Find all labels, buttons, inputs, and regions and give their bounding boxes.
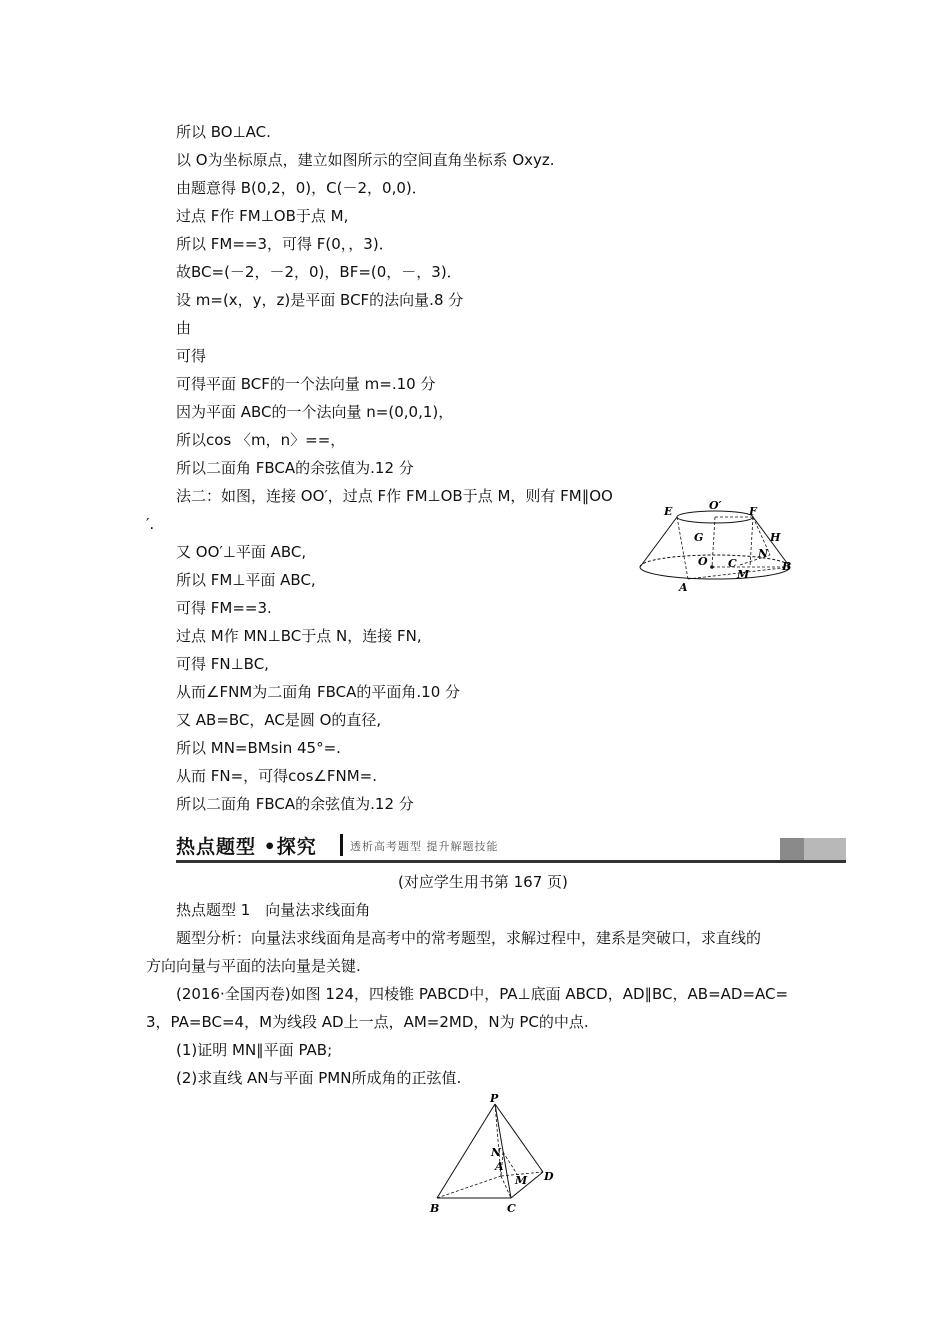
analysis-text: 方向向量与平面的法向量是关键. bbox=[146, 957, 361, 975]
label-B: B bbox=[782, 560, 792, 573]
text-line: 法二：如图，连接 OO′，过点 F作 FM⊥OB于点 M，则有 FM∥OO bbox=[176, 487, 613, 505]
banner-divider bbox=[340, 834, 343, 856]
label-E: E bbox=[664, 505, 673, 518]
analysis-text: 题型分析：向量法求线面角是高考中的常考题型，求解过程中，建系是突破口，求直线的 bbox=[176, 929, 762, 947]
label-N: N bbox=[758, 547, 769, 560]
question-1: (1)证明 MN∥平面 PAB; bbox=[176, 1041, 333, 1059]
banner-rule bbox=[176, 860, 846, 863]
label-O: O bbox=[698, 555, 708, 568]
problem-text: 3，PA=BC=4，M为线段 AD上一点，AM=2MD，N为 PC的中点. bbox=[146, 1013, 589, 1031]
label-P: P bbox=[490, 1092, 499, 1105]
text-line: 所以 BO⊥AC. bbox=[176, 123, 271, 141]
label-G: G bbox=[694, 531, 704, 544]
text-line: 可得 bbox=[176, 347, 207, 365]
pyramid-figure bbox=[425, 1092, 565, 1216]
label-A: A bbox=[495, 1160, 504, 1173]
question-2: (2)求直线 AN与平面 PMN所成角的正弦值. bbox=[176, 1069, 462, 1087]
label-F: F bbox=[749, 505, 757, 518]
label-H: H bbox=[770, 531, 781, 544]
text-line: 所以二面角 FBCA的余弦值为.12 分 bbox=[176, 459, 414, 477]
label-C: C bbox=[728, 557, 737, 570]
label-B: B bbox=[430, 1202, 440, 1215]
label-M: M bbox=[515, 1174, 528, 1187]
label-D: D bbox=[544, 1170, 554, 1183]
label-C: C bbox=[507, 1202, 516, 1215]
text-line: 从而∠FNM为二面角 FBCA的平面角.10 分 bbox=[176, 683, 461, 701]
text-line: 又 OO′⊥平面 ABC, bbox=[176, 543, 307, 561]
frustum-figure bbox=[630, 495, 810, 595]
text-line: 所以 MN=BMsin 45°=. bbox=[176, 739, 341, 757]
topic-title: 热点题型 1 向量法求线面角 bbox=[176, 901, 371, 919]
problem-text: (2016·全国丙卷)如图 124，四棱锥 PABCD中，PA⊥底面 ABCD，AD∥BC，AB=AD=AC= bbox=[176, 985, 789, 1003]
text-line: 设 m=(x，y，z)是平面 BCF的法向量.8 分 bbox=[176, 291, 464, 309]
label-M: M bbox=[737, 568, 750, 581]
text-line: 过点 M作 MN⊥BC于点 N，连接 FN, bbox=[176, 627, 422, 645]
text-line: 所以 FM⊥平面 ABC, bbox=[176, 571, 316, 589]
banner-decoration bbox=[780, 838, 804, 860]
text-line: 所以 FM==3，可得 F(0，，3)． bbox=[176, 235, 394, 253]
text-line: 可得 FM==3. bbox=[176, 599, 272, 617]
text-line: 所以cos 〈m，n〉==， bbox=[176, 431, 346, 449]
label-O-prime: O′ bbox=[709, 499, 722, 512]
text-line: 所以二面角 FBCA的余弦值为.12 分 bbox=[176, 795, 414, 813]
text-line: 以 O为坐标原点，建立如图所示的空间直角坐标系 Oxyz. bbox=[176, 151, 555, 169]
text-line: 故BC=(－2，－2，0)，BF=(0，－，3)． bbox=[176, 263, 462, 281]
text-line: 又 AB=BC，AC是圆 O的直径, bbox=[176, 711, 382, 729]
text-line: 从而 FN=，可得cos∠FNM=. bbox=[176, 767, 377, 785]
section-banner-title: 热点题型 •探究 bbox=[176, 836, 317, 858]
text-line: 由 bbox=[176, 319, 192, 337]
text-line: 可得平面 BCF的一个法向量 m=.10 分 bbox=[176, 375, 436, 393]
text-line-wrap: ′. bbox=[146, 515, 155, 533]
page-reference: (对应学生用书第 167 页) bbox=[398, 873, 568, 891]
section-banner-subtitle: 透析高考题型 提升解题技能 bbox=[350, 840, 499, 853]
text-line: 由题意得 B(0,2，0)，C(－2，0,0)． bbox=[176, 179, 427, 197]
text-line: 因为平面 ABC的一个法向量 n=(0,0,1)， bbox=[176, 403, 454, 421]
label-A: A bbox=[679, 581, 688, 594]
text-line: 过点 F作 FM⊥OB于点 M, bbox=[176, 207, 349, 225]
label-N: N bbox=[491, 1146, 502, 1159]
banner-decoration bbox=[804, 838, 846, 860]
text-line: 可得 FN⊥BC, bbox=[176, 655, 269, 673]
